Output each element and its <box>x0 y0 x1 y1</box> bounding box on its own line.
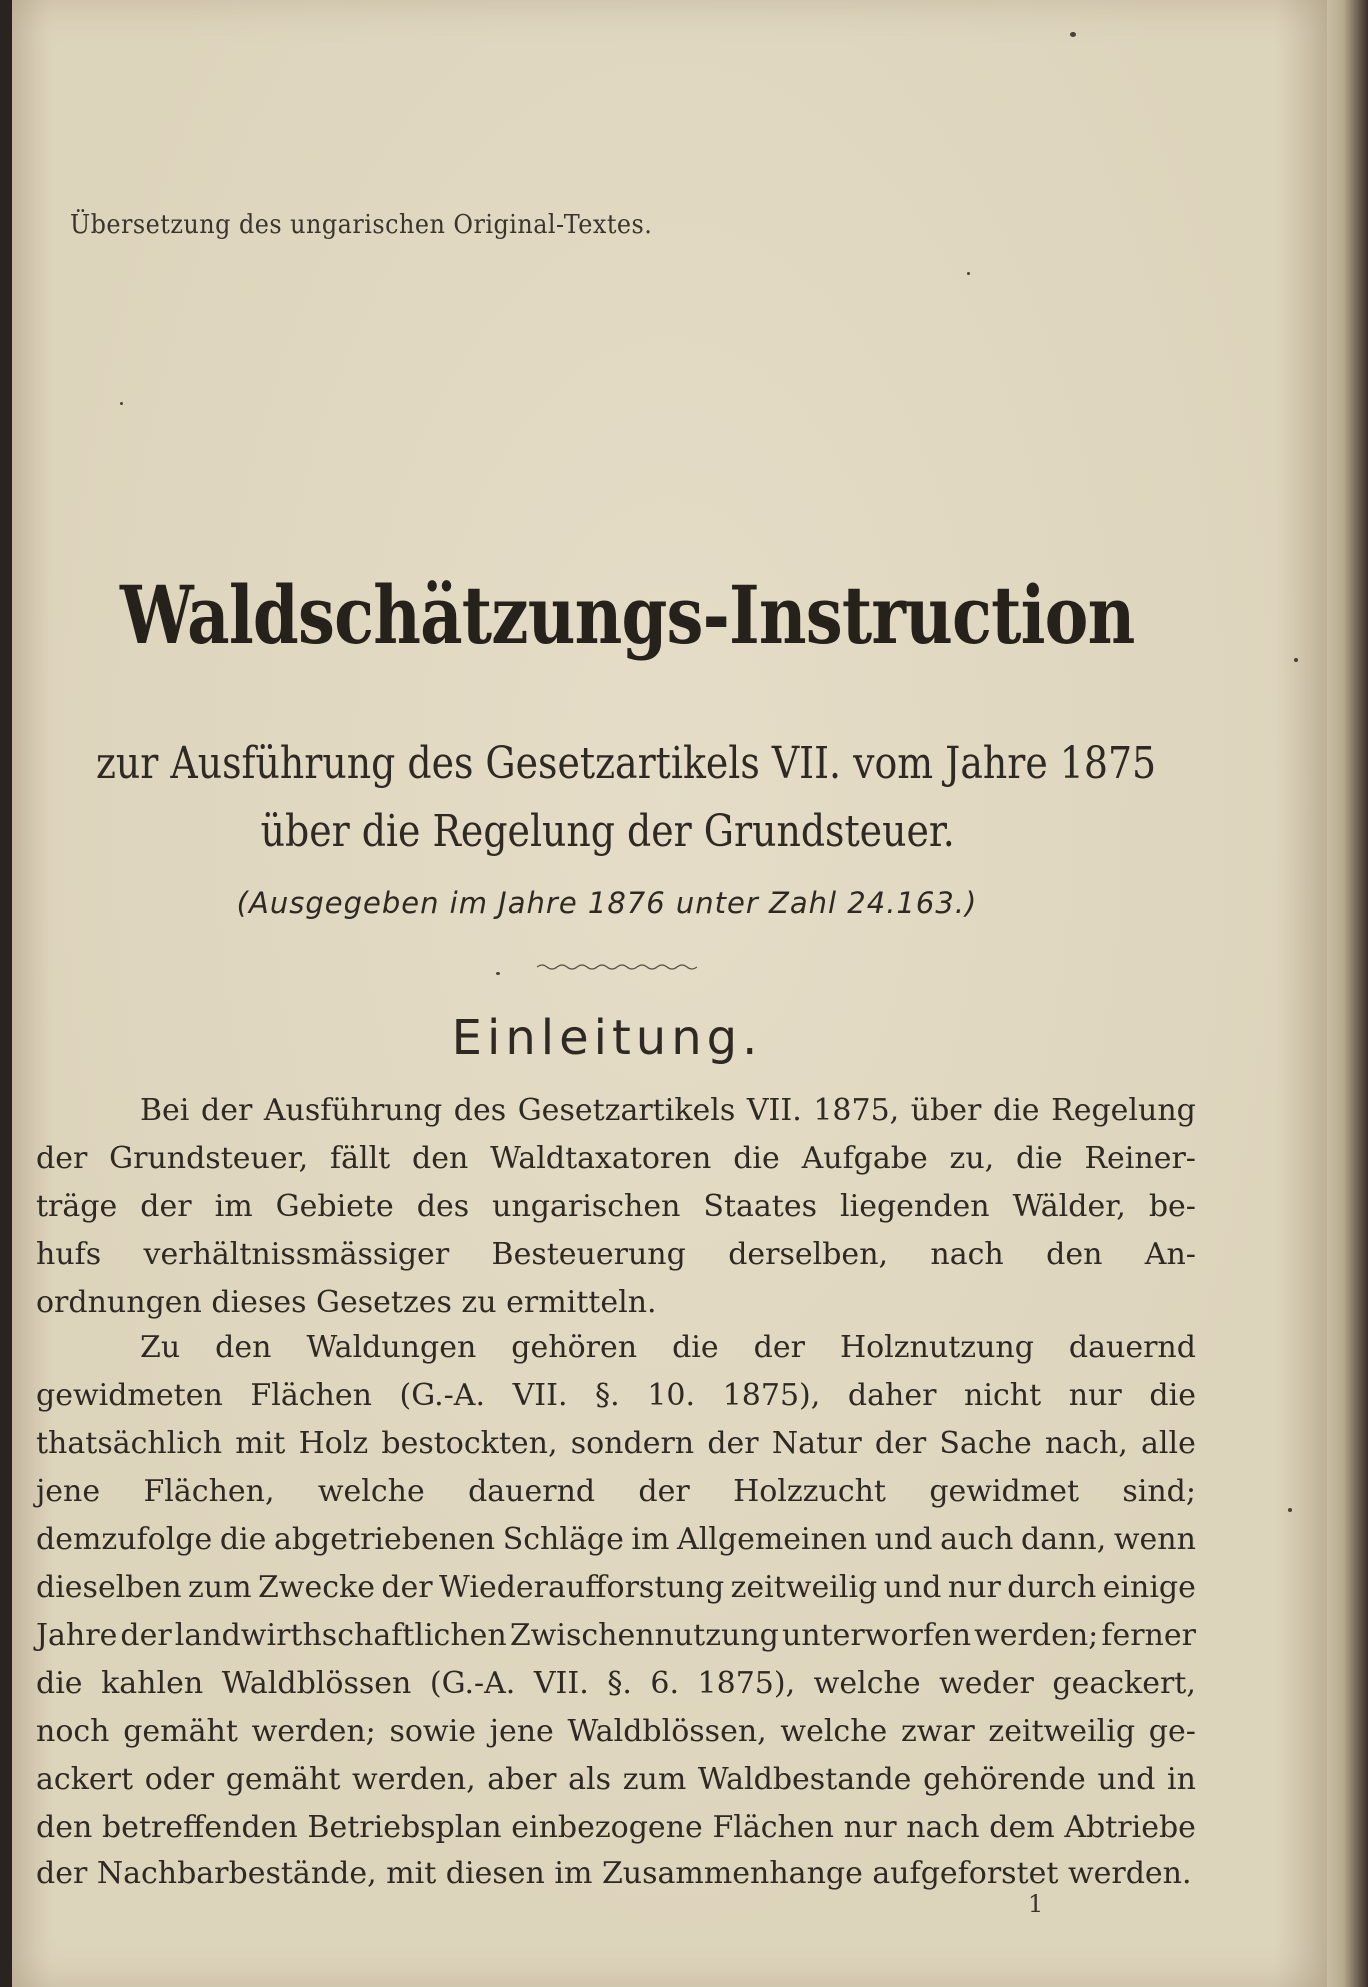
word: VII. <box>512 1378 568 1413</box>
word: Waldblössen, <box>567 1714 767 1749</box>
word: zeitweilig <box>730 1570 878 1605</box>
word: dem <box>989 1810 1055 1845</box>
word: §. <box>595 1378 620 1413</box>
word: Betriebsplan <box>307 1810 502 1845</box>
word: Wiederaufforstung <box>439 1570 725 1605</box>
word: die <box>219 1522 267 1557</box>
paragraph-2-line-12 <box>36 1856 1196 1891</box>
text-line: ordnungen dieses Gesetzes zu ermitteln. <box>36 1285 657 1320</box>
word: §. <box>607 1666 632 1701</box>
word: auch <box>940 1522 1014 1557</box>
word: des <box>416 1189 470 1224</box>
decorative-wavy-rule <box>537 963 697 971</box>
word: VII. <box>746 1093 802 1128</box>
paragraph-2-line-6 <box>36 1570 1196 1605</box>
word: Wälder, <box>1012 1189 1126 1224</box>
word: einige <box>1102 1570 1196 1605</box>
word: mit <box>235 1426 286 1461</box>
word: gewidmeten <box>36 1378 223 1413</box>
subtitle-line-1: zur Ausführung des Gesetzartikels VII. vom Jahre 1875 <box>96 738 1157 789</box>
paragraph-2-line-2 <box>36 1378 1196 1413</box>
word: und <box>1097 1762 1156 1797</box>
word: der <box>200 1093 253 1128</box>
word: dauernd <box>468 1474 596 1509</box>
word: zeitweilig <box>988 1714 1136 1749</box>
word: Gebiete <box>275 1189 394 1224</box>
word: (G.-A. <box>399 1378 486 1413</box>
word: die <box>1149 1378 1196 1413</box>
word: nach, <box>1044 1426 1128 1461</box>
paper-speck <box>1070 32 1076 37</box>
word: unterworfen <box>781 1618 972 1653</box>
word: Flächen, <box>143 1474 275 1509</box>
word: 10. <box>647 1378 696 1413</box>
page-number: 1 <box>1028 1890 1044 1918</box>
word: ungarischen <box>492 1189 681 1224</box>
word: dieselben <box>36 1570 182 1605</box>
word: gewidmet <box>929 1474 1080 1509</box>
paragraph-1-line-1 <box>140 1093 1196 1128</box>
word: demzufolge <box>36 1522 213 1557</box>
word: der <box>381 1570 433 1605</box>
word: durch <box>1007 1570 1097 1605</box>
word: Zwischennutzung <box>509 1618 779 1653</box>
word: gehörende <box>923 1762 1086 1797</box>
word: träge <box>36 1189 118 1224</box>
word: VII. <box>533 1666 589 1701</box>
text-line: der Nachbarbestände, mit diesen im Zusammenhange aufgeforstet werden. <box>36 1856 1192 1891</box>
paragraph-2-line-7 <box>36 1618 1196 1653</box>
word: zum <box>187 1570 252 1605</box>
word: der <box>874 1426 927 1461</box>
word: alle <box>1141 1426 1196 1461</box>
word: und <box>883 1570 942 1605</box>
word: dann, <box>1020 1522 1107 1557</box>
word: den <box>215 1330 272 1365</box>
word: die <box>992 1093 1040 1128</box>
word: ge- <box>1148 1714 1196 1749</box>
word: nur <box>843 1810 897 1845</box>
word: im <box>631 1522 670 1557</box>
document-title: Waldschätzungs-Instruction <box>120 568 1135 662</box>
word: als <box>568 1762 612 1797</box>
document-page <box>12 0 1327 1987</box>
word: die <box>733 1141 780 1176</box>
word: gemäht <box>225 1762 341 1797</box>
paragraph-1-line-5 <box>36 1285 1196 1320</box>
word: werden, <box>352 1762 476 1797</box>
word: kahlen <box>101 1666 204 1701</box>
word: im <box>214 1189 253 1224</box>
word: be- <box>1148 1189 1196 1224</box>
word: An- <box>1144 1237 1196 1272</box>
issue-note: (Ausgegeben im Jahre 1876 unter Zahl 24.163.) <box>236 886 978 920</box>
word: Gesetzartikels <box>517 1093 736 1128</box>
word: Sache <box>939 1426 1032 1461</box>
word: nach <box>930 1237 1004 1272</box>
word: Natur <box>771 1426 862 1461</box>
word: noch <box>36 1714 110 1749</box>
paragraph-1-line-4 <box>36 1237 1196 1272</box>
word: ferner <box>1101 1618 1196 1653</box>
word: verhältnissmässiger <box>143 1237 450 1272</box>
word: Bei <box>140 1093 190 1128</box>
word: (G.-A. <box>429 1666 516 1701</box>
word: weder <box>939 1666 1034 1701</box>
word: zum <box>622 1762 687 1797</box>
word: die <box>1016 1141 1063 1176</box>
word: Flächen <box>712 1810 834 1845</box>
word: die <box>36 1666 83 1701</box>
word: Holz <box>298 1426 369 1461</box>
paragraph-2-line-1 <box>140 1330 1196 1365</box>
word: liegenden <box>840 1189 990 1224</box>
word: Abtriebe <box>1064 1810 1196 1845</box>
word: über <box>910 1093 982 1128</box>
word: thatsächlich <box>36 1426 223 1461</box>
word: Allgemeinen <box>677 1522 868 1557</box>
paragraph-2-line-5 <box>36 1522 1196 1557</box>
word: daher <box>847 1378 937 1413</box>
word: Aufgabe <box>801 1141 928 1176</box>
word: nur <box>947 1570 1001 1605</box>
word: Holznutzung <box>839 1330 1034 1365</box>
word: 1875), <box>697 1666 796 1701</box>
paper-speck <box>967 272 970 275</box>
word: die <box>672 1330 719 1365</box>
word: wenn <box>1113 1522 1196 1557</box>
word: abgetriebenen <box>273 1522 496 1557</box>
word: dauernd <box>1068 1330 1196 1365</box>
word: Schläge <box>502 1522 624 1557</box>
word: betreffenden <box>101 1810 298 1845</box>
word: der <box>36 1141 88 1176</box>
word: Ausführung <box>263 1093 443 1128</box>
word: Flächen <box>250 1378 372 1413</box>
word: welche <box>813 1666 921 1701</box>
word: Waldbestande <box>697 1762 912 1797</box>
paragraph-2-line-11 <box>36 1810 1196 1845</box>
word: gehören <box>511 1330 638 1365</box>
word: nur <box>1068 1378 1122 1413</box>
word: welche <box>780 1714 888 1749</box>
word: Staates <box>703 1189 818 1224</box>
subtitle-line-2: über die Regelung der Grundsteuer. <box>260 806 955 857</box>
word: 1875, <box>813 1093 900 1128</box>
word: 6. <box>650 1666 680 1701</box>
word: ackert <box>36 1762 134 1797</box>
paragraph-2-line-3 <box>36 1426 1196 1461</box>
word: jene <box>36 1474 101 1509</box>
word: zwar <box>901 1714 975 1749</box>
word: geackert, <box>1052 1666 1196 1701</box>
word: der <box>140 1189 192 1224</box>
word: bestockten, <box>381 1426 558 1461</box>
word: sind; <box>1122 1474 1196 1509</box>
paper-speck <box>1294 658 1298 662</box>
word: Besteuerung <box>491 1237 686 1272</box>
word: aber <box>487 1762 557 1797</box>
word: fällt <box>329 1141 391 1176</box>
word: hufs <box>36 1237 102 1272</box>
word: Waldungen <box>306 1330 477 1365</box>
word: den <box>36 1810 93 1845</box>
word: werden; <box>251 1714 376 1749</box>
paragraph-2-line-10 <box>36 1762 1196 1797</box>
word: Regelung <box>1051 1093 1196 1128</box>
paper-speck <box>496 972 500 975</box>
paper-speck <box>120 402 123 405</box>
word: Grundsteuer, <box>109 1141 309 1176</box>
word: Zwecke <box>257 1570 375 1605</box>
paper-speck <box>1288 1508 1292 1512</box>
word: Waldblössen <box>221 1666 412 1701</box>
word: Jahre <box>36 1618 118 1653</box>
word: zu, <box>949 1141 995 1176</box>
word: und <box>874 1522 933 1557</box>
paragraph-1-line-3 <box>36 1189 1196 1224</box>
word: welche <box>317 1474 425 1509</box>
word: gemäht <box>123 1714 238 1749</box>
word: jene <box>489 1714 554 1749</box>
paragraph-1-line-2 <box>36 1141 1196 1176</box>
word: Holzzucht <box>733 1474 886 1509</box>
word: Waldtaxatoren <box>490 1141 712 1176</box>
paragraph-2-line-4 <box>36 1474 1196 1509</box>
word: den <box>1046 1237 1103 1272</box>
translation-note: Übersetzung des ungarischen Original-Textes. <box>70 210 653 240</box>
word: nach <box>906 1810 980 1845</box>
word: der <box>120 1618 172 1653</box>
word: der <box>638 1474 690 1509</box>
word: Zu <box>140 1330 181 1365</box>
word: der <box>753 1330 805 1365</box>
paragraph-2-line-9 <box>36 1714 1196 1749</box>
word: sondern <box>570 1426 695 1461</box>
paragraph-2-line-8 <box>36 1666 1196 1701</box>
section-heading: Einleitung. <box>451 1010 763 1066</box>
word: 1875), <box>722 1378 821 1413</box>
word: des <box>453 1093 507 1128</box>
word: Reiner- <box>1084 1141 1196 1176</box>
word: nicht <box>964 1378 1042 1413</box>
word: der <box>707 1426 759 1461</box>
word: sowie <box>389 1714 476 1749</box>
word: den <box>412 1141 469 1176</box>
word: werden; <box>974 1618 1099 1653</box>
book-edge <box>1327 0 1368 1987</box>
word: derselben, <box>728 1237 889 1272</box>
word: landwirthschaftlichen <box>174 1618 507 1653</box>
word: in <box>1166 1762 1196 1797</box>
word: einbezogene <box>511 1810 703 1845</box>
word: oder <box>144 1762 215 1797</box>
